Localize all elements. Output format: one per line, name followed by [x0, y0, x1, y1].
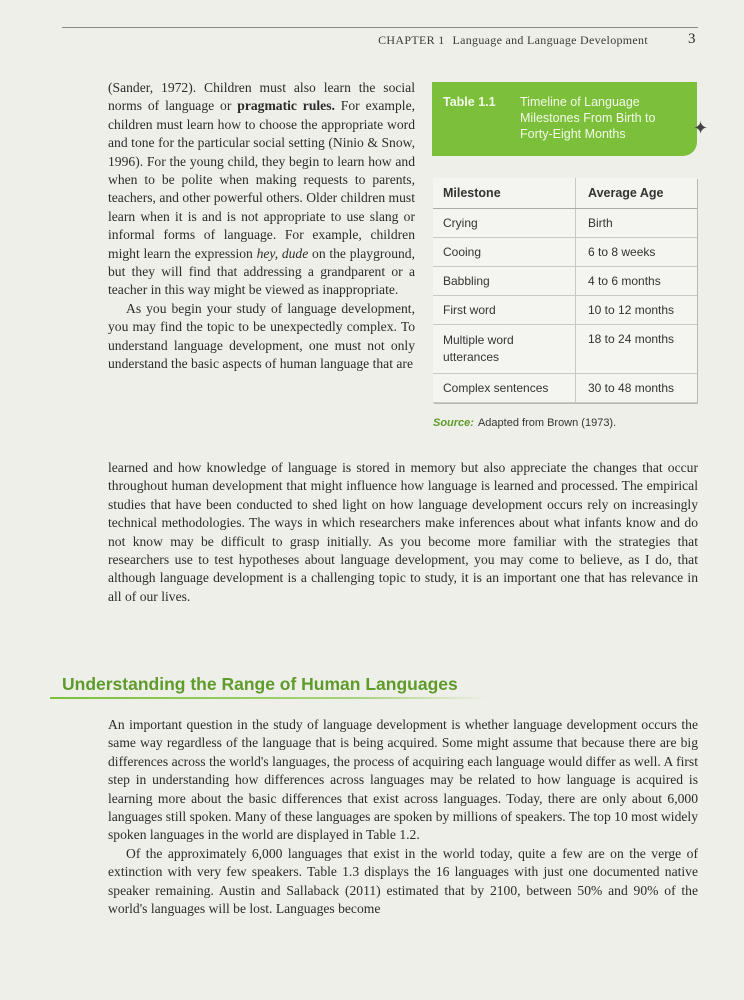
milestone-cell: Babbling [433, 267, 576, 296]
age-cell: 6 to 8 weeks [576, 238, 698, 267]
source-label: Source: [433, 417, 474, 429]
header-rule [62, 27, 698, 28]
table-row [433, 325, 697, 374]
table-source [433, 417, 616, 429]
intro-text-cont: For example, children must learn how to choose the appropriate word and tone for the particular social setting (Ninio & Snow, 1996). For the young child, they begin to learn how and when to be polite when making requests to parents, teachers, and other powerful others. Older children must learn when it is and is not appropriate to use slang or informal forms of language. For example, children might learn the expression [108, 98, 416, 261]
table-title: Timeline of Language Milestones From Birth to Forty-Eight Months [520, 95, 656, 141]
intro-text-end: on the playground, but they will find that addressing a grandparent or a teacher in this way might be viewed as inappropriate. [108, 245, 416, 298]
milestone-cell: Cooing [433, 238, 576, 267]
age-cell: 10 to 12 months [576, 296, 698, 325]
milestone-cell: Crying [433, 209, 576, 238]
col-header-age: Average Age [576, 178, 698, 209]
table-row [433, 296, 697, 325]
source-text: Adapted from Brown (1973). [477, 417, 617, 429]
intro-text: (Sander, 1972). Children must also learn the social norms of language or [108, 80, 415, 114]
milestone-cell: Multiple word utterances [433, 325, 576, 374]
section-paragraph-1: An important question in the study of language development is whether language development occurs the same way regardless of the language that is being acquired. Some might assume that because there are big differences across the world's languages, the process of acquiring each language would differ as well. A first step in understanding how differences across languages may be related to how language is acquired is learning more about the basic differences that exist across languages. Today, there are only about 6,000 languages still spoken. Many of these languages are spoken by millions of speakers. The top 10 most widely spoken languages in the world are displayed in Table 1.2. [108, 717, 698, 843]
italic-expression: hey, dude [256, 245, 309, 261]
intro-continuation [108, 459, 698, 606]
section-body [108, 716, 698, 918]
table-title-banner [432, 82, 697, 156]
table-number: Table 1.1 [443, 95, 496, 109]
intro-paragraph-2: As you begin your study of language development, you may find the topic to be unexpectedly complex. To understand language development, one must not only understand the basic aspects of human language that are [108, 300, 415, 372]
chapter-title: Language and Language Development [452, 33, 648, 47]
section-heading-rule [50, 697, 490, 699]
section-heading: Understanding the Range of Human Languages [62, 674, 458, 694]
milestone-table [433, 178, 697, 403]
milestone-cell: First word [433, 296, 576, 325]
intro-column [108, 79, 415, 374]
running-head [378, 33, 648, 48]
age-cell: 18 to 24 months [576, 325, 698, 374]
age-cell: Birth [576, 209, 698, 238]
age-cell: 30 to 48 months [576, 374, 698, 403]
intro-paragraph-1 [108, 79, 415, 300]
table-row [433, 267, 697, 296]
table-row [433, 209, 697, 238]
age-cell: 4 to 6 months [576, 267, 698, 296]
table-row [433, 374, 697, 403]
chapter-label: CHAPTER 1 [378, 33, 445, 47]
table-row [433, 238, 697, 267]
page-number: 3 [688, 31, 696, 47]
milestone-cell: Complex sentences [433, 374, 576, 403]
key-term: pragmatic rules. [237, 98, 335, 114]
star-icon: ✦ [693, 118, 709, 139]
intro-paragraph-2-continued: learned and how knowledge of language is stored in memory but also appreciate the changes that occur throughout human development that might influence how language is learned and processed. The empirical studies that have been conducted to shed light on how language development occurs rely on increasingly technical methodologies. The ways in which researchers make inferences about what infants know and do not know may be difficult to grasp initially. As you become more familiar with the strategies that researchers use to test hypotheses about language development, you may come to believe, as I do, that although language development is a challenging topic to study, it is an important one that has relevance in all of our lives. [108, 460, 698, 604]
table-header-row [433, 178, 697, 209]
section-paragraph-2: Of the approximately 6,000 languages that exist in the world today, quite a few are on the verge of extinction with very few speakers. Table 1.3 displays the 16 languages with just one documented native speaker remaining. Austin and Sallaback (2011) estimated that by 2100, between 50% and 90% of the world's languages will be lost. Languages become [108, 845, 698, 917]
col-header-milestone: Milestone [433, 178, 576, 209]
